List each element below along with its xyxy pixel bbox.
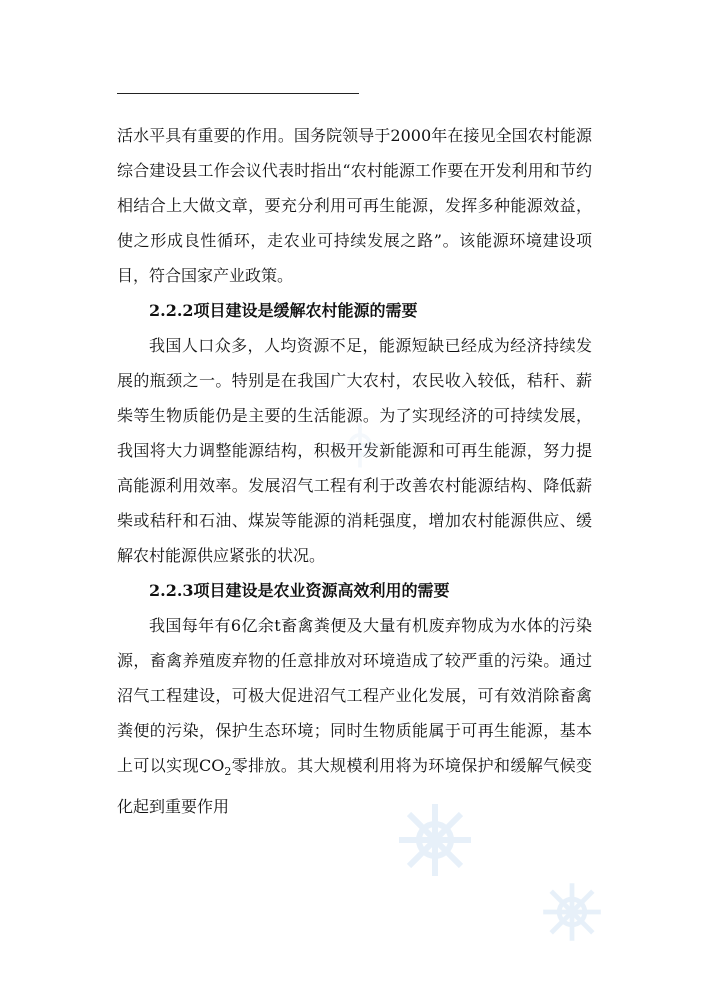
paragraph-resource-use: [117, 608, 592, 824]
paragraph-policy: 活水平具有重要的作用。国务院领导于2000年在接见全国农村能源综合建设县工作会议代表时指出“农村能源工作要在开发利用和节约相结合上大做文章，要充分利用可再生能源，发挥多种能源效益，使之形成良性循环，走农业可持续发展之路”。该能源环境建设项目，符合国家产业政策。: [117, 126, 592, 285]
paragraph-resource-use-text-a: 我国每年有6亿余t畜禽粪便及大量有机废弃物成为水体的污染源，畜禽养殖废弃物的任意排放对环境造成了较严重的污染。通过沼气工程建设，可极大促进沼气工程产业化发展，可有效消除畜禽粪便的污染，保护生态环境；同时生物质能属于可再生能源，基本上可以实现CO: [117, 616, 592, 775]
header-rule: [117, 93, 359, 94]
section-heading-2-2-3: 2.2.3项目建设是农业资源高效利用的需要: [149, 581, 450, 600]
document-body: [117, 118, 592, 824]
section-heading-2-2-2: 2.2.2项目建设是缓解农村能源的需要: [149, 301, 418, 320]
watermark-snowflake-icon: [335, 420, 385, 470]
co2-subscript: 2: [224, 765, 232, 779]
watermark-snowflake-icon: [540, 880, 604, 944]
paragraph-rural-energy: 我国人口众多，人均资源不足，能源短缺已经成为经济持续发展的瓶颈之一。特别是在我国广大农村，农民收入较低，秸秆、薪柴等生物质能仍是主要的生活能源。为了实现经济的可持续发展，我国将大力调整能源结构，积极开发新能源和可再生能源，努力提高能源利用效率。发展沼气工程有利于改善农村能源结构、降低薪柴或秸秆和石油、煤炭等能源的消耗强度，增加农村能源供应、缓解农村能源供应紧张的状况。: [117, 336, 592, 565]
paragraph-resource-use-text-b: 零排放。其大规模利用将为环境保护和缓解气候变化起到重要作用: [117, 756, 592, 817]
watermark-snowflake-icon: [395, 800, 475, 880]
